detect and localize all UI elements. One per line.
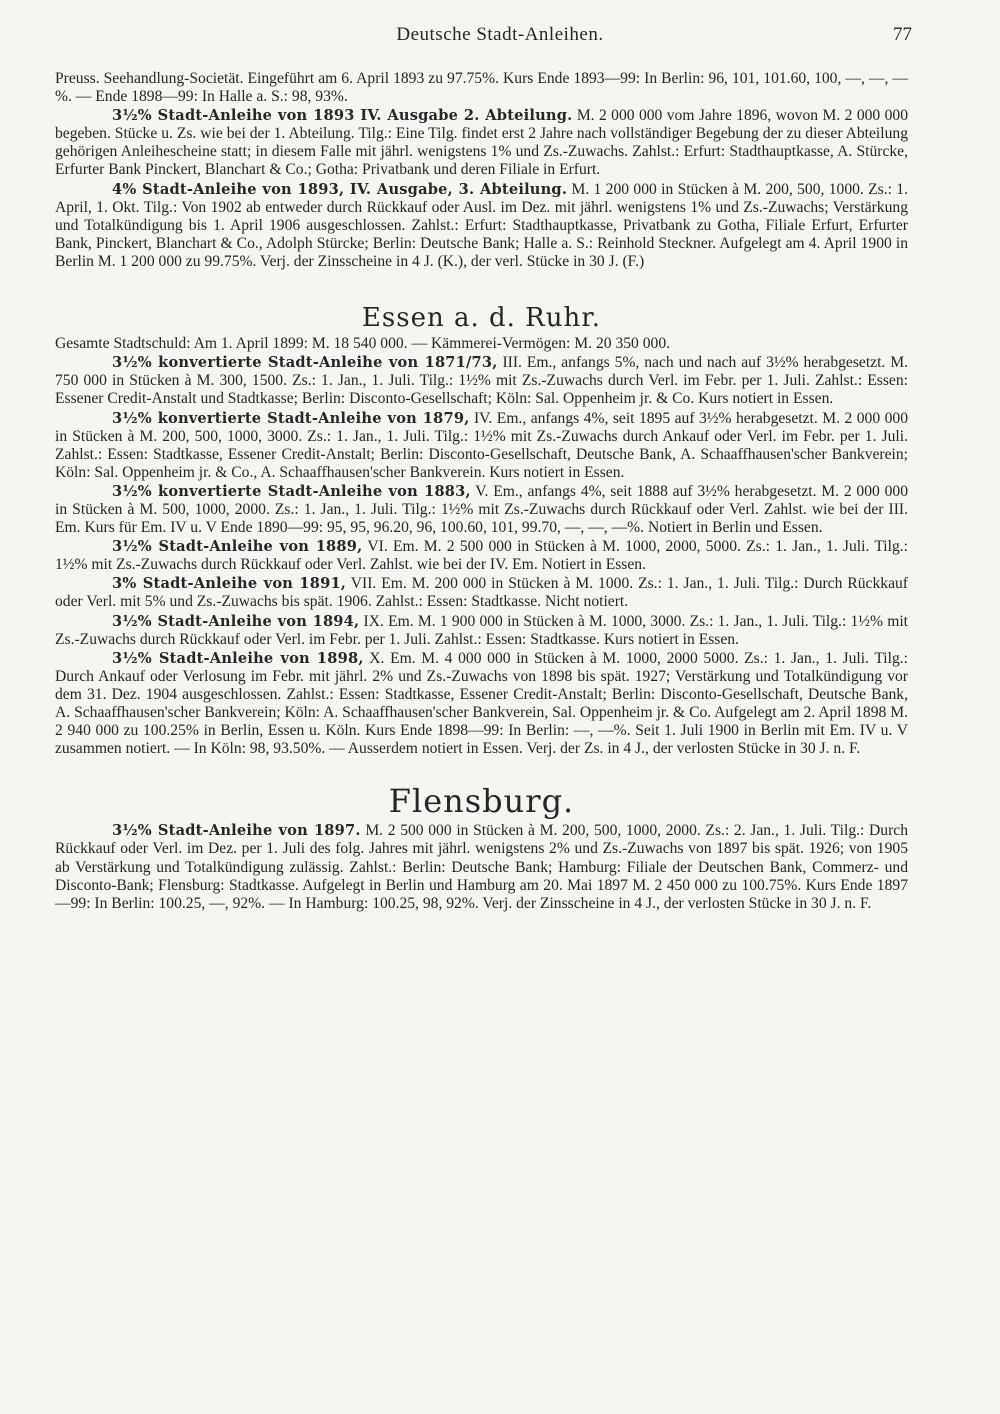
bond-title: 3½% konvertierte Stadt-Anleihe von 1879,: [112, 409, 470, 427]
bond-text: IX. Em. M. 1 900 000 in Stücken à M. 1000, 3000. Zs.: 1. Jan., 1. Juli. Tilg.: 1½% mit Zs.-Zuwachs durch Rückkauf oder Verl. im Febr. per 1. Juli. Zahlst.: Essen: Stadtkasse. Kurs notiert in Essen.: [55, 612, 908, 648]
paragraph-text: Preuss. Seehandlung-Societät. Eingeführt am 6. April 1893 zu 97.75%. Kurs Ende 1893—99: In Berlin: 96, 101, 101.60, 100, —, —, —%. — Ende 1898—99: In Halle a. S.: 98, 93%.: [55, 70, 908, 106]
bond-title: 4% Stadt-Anleihe von 1893, IV. Ausgabe, 3. Abteilung.: [112, 180, 568, 198]
bond-text: M. 2 500 000 in Stücken à M. 200, 500, 1000, 2000. Zs.: 2. Jan., 1. Juli. Tilg.: Durch Rückkauf oder Verl. im Dez. per 1. Juli des folg. Jahres mit jährl. wenigstens 2% und Zs.-Zuwachs von 1897 bis spät. 1926; von 1905 ab Verstärkung und Totalkündigung zulässig. Zahlst.: Berlin: Deutsche Bank; Hamburg: Filiale der Deutschen Bank, Commerz- und Disconto-Bank; Flensburg: Stadtkasse. Aufgelegt in Berlin und Hamburg am 20. Mai 1897 M. 2 450 000 zu 100.75%. Kurs Ende 1897—99: In Berlin: 100.25, —, 92%. — In Hamburg: 100.25, 98, 92%. Verj. der Zinsscheine in 4 J., der verlosten Stücke in 30 J. n. F.: [55, 822, 908, 912]
section-heading-flensburg: Flensburg.: [388, 782, 575, 821]
bond-entry: [55, 107, 908, 179]
bond-entry: [55, 410, 908, 482]
bond-text: III. Em., anfangs 5%, nach und nach auf 3½% herabgesetzt. M. 750 000 in Stücken à M. 300, 1500. Zs.: 1. Jan., 1. Juli. Tilg.: 1½% mit Zs.-Zuwachs durch Verl. im Febr. per 1. Juli. Zahlst.: Essen: Essener Credit-Anstalt und Stadtkasse; Berlin: Disconto-Gesellschaft; Köln: Sal. Oppenheim jr. & Co. Kurs notiert in Essen.: [55, 354, 908, 408]
page-number: 77: [893, 24, 912, 45]
bond-entry: [55, 354, 908, 408]
bond-text: V. Em., anfangs 4%, seit 1888 auf 3½% herabgesetzt. M. 2 000 000 in Stücken à M. 500, 1000, 2000. Zs.: 1. Jan., 1. Juli. Tilg.: 1½% mit Zs.-Zuwachs durch Rückkauf oder Verl. Zahlst. wie bei der III. Em. Kurs für Em. IV u. V Ende 1890—99: 95, 95, 96.20, 96, 100.60, 101, 99.70, —, —, —%. Notiert in Berlin und Essen.: [55, 482, 908, 537]
bond-title: 3% Stadt-Anleihe von 1891,: [112, 575, 347, 593]
bond-text: M. 1 200 000 in Stücken à M. 200, 500, 1000. Zs.: 1. April, 1. Okt. Tilg.: Von 1902 ab entweder durch Rückkauf oder Ausl. im Dez. mit jährl. wenigstens 1% und Zs.-Zuwachs; Verstärkung und Totalkündigung bis 1. April 1906 ausgeschlossen. Zahlst.: Erfurt: Stadthauptkasse, Privatbank zu Gotha, Filiale Erfurt, Erfurter Bank, Pinckert, Blanchart & Co., Adolph Stürcke; Berlin: Deutsche Bank; Halle a. S.: Reinhold Steckner. Aufgelegt am 4. April 1900 in Berlin M. 1 200 000 zu 99.75%. Verj. der Zinsscheine in 4 J. (K.), der verl. Stücke in 30 J. (F.): [55, 180, 908, 270]
bond-text: VI. Em. M. 2 500 000 in Stücken à M. 1000, 2000, 5000. Zs.: 1. Jan., 1. Juli. Tilg.: 1½% mit Zs.-Zuwachs durch Rückkauf oder Verl. Zahlst. wie bei der IV. Em. Notiert in Essen.: [55, 538, 908, 574]
bond-title: 3½% konvertierte Stadt-Anleihe von 1871/73,: [112, 354, 498, 372]
bond-entry: [55, 613, 908, 649]
bond-entry: [55, 181, 908, 271]
running-header: [0, 24, 1000, 54]
bond-text: VII. Em. M. 200 000 in Stücken à M. 1000. Zs.: 1. Jan., 1. Juli. Tilg.: Durch Rückkauf oder Verl. mit 5% und Zs.-Zuwachs bis spät. 1906. Zahlst.: Essen: Stadtkasse. Nicht notiert.: [55, 575, 908, 611]
running-title: Deutsche Stadt-Anleihen.: [396, 24, 604, 45]
bond-title: 3½% Stadt-Anleihe von 1893 IV. Ausgabe 2. Abteilung.: [112, 107, 573, 125]
page-body: [55, 70, 908, 913]
paragraph-intro-continuation: [55, 70, 908, 106]
bond-entry: [55, 483, 908, 537]
bond-title: 3½% Stadt-Anleihe von 1894,: [112, 612, 360, 630]
essen-debt-summary: Gesamte Stadtschuld: Am 1. April 1899: M. 18 540 000. — Kämmerei-Vermögen: M. 20 350 000.: [55, 335, 671, 353]
bond-title: 3½% Stadt-Anleihe von 1897.: [112, 822, 361, 840]
bond-title: 3½% Stadt-Anleihe von 1889,: [112, 538, 363, 556]
bond-text: M. 2 000 000 vom Jahre 1896, wovon M. 2 000 000 begeben. Stücke u. Zs. wie bei der 1. Abteilung. Tilg.: Eine Tilg. findet erst 2 Jahre nach vollständiger Begebung der zu dieser Abteilung gehörigen Anleihescheine statt; in diesem Falle mit jährl. wenigstens 1% und Zs.-Zuwachs. Zahlst.: Erfurt: Stadthauptkasse, A. Stürcke, Erfurter Bank Pinckert, Blanchart & Co.; Gotha: Privatbank und deren Filiale in Erfurt.: [55, 107, 908, 179]
bond-entry: [55, 538, 908, 574]
bond-title: 3½% konvertierte Stadt-Anleihe von 1883,: [112, 482, 471, 500]
bond-entry: [55, 650, 908, 759]
bond-title: 3½% Stadt-Anleihe von 1898,: [112, 649, 364, 667]
bond-text: IV. Em., anfangs 4%, seit 1895 auf 3½% herabgesetzt. M. 2 000 000 in Stücken à M. 200, 500, 1000, 3000. Zs.: 1. Jan., 1. Juli. Tilg.: 1½% mit Zs.-Zuwachs durch Ankauf oder Verl. im Febr. per 1. Juli. Zahlst.: Essen: Stadtkasse, Essener Credit-Anstalt; Berlin: Disconto-Gesellschaft, Deutsche Bank, A. Schaaffhausen'scher Bankverein; Köln: Sal. Oppenheim jr. & Co., A. Schaaffhausen'scher Bankverein. Kurs notiert in Essen.: [55, 409, 908, 481]
bond-entry: [55, 822, 908, 912]
section-heading-essen: Essen a. d. Ruhr.: [361, 303, 602, 334]
bond-text: X. Em. M. 4 000 000 in Stücken à M. 1000, 2000 5000. Zs.: 1. Jan., 1. Juli. Tilg.: Durch Ankauf oder Verlosung im Febr. mit jährl. 2% und Zs.-Zuwachs von 1898 bis spät. 1927; Verstärkung und Totalkündigung vor dem 31. Dez. 1904 ausgeschlossen. Zahlst.: Essen: Stadtkasse, Essener Credit-Anstalt; Berlin: Disconto-Gesellschaft, Deutsche Bank, A. Schaaffhausen'scher Bankverein; Köln: A. Schaaffhausen'scher Bankverein, Sal. Oppenheim jr. & Co. Aufgelegt am 2. April 1898 M. 2 940 000 zu 100.25% in Berlin, Essen u. Köln. Kurs Ende 1898—99: In Berlin: —, —%. Seit 1. Juli 1900 in Berlin mit Em. IV u. V zusammen notiert. — In Köln: 98, 93.50%. — Ausserdem notiert in Essen. Verj. der Zs. in 4 J., der verlosten Stücke in 30 J. n. F.: [55, 649, 908, 758]
bond-entry: [55, 575, 908, 611]
